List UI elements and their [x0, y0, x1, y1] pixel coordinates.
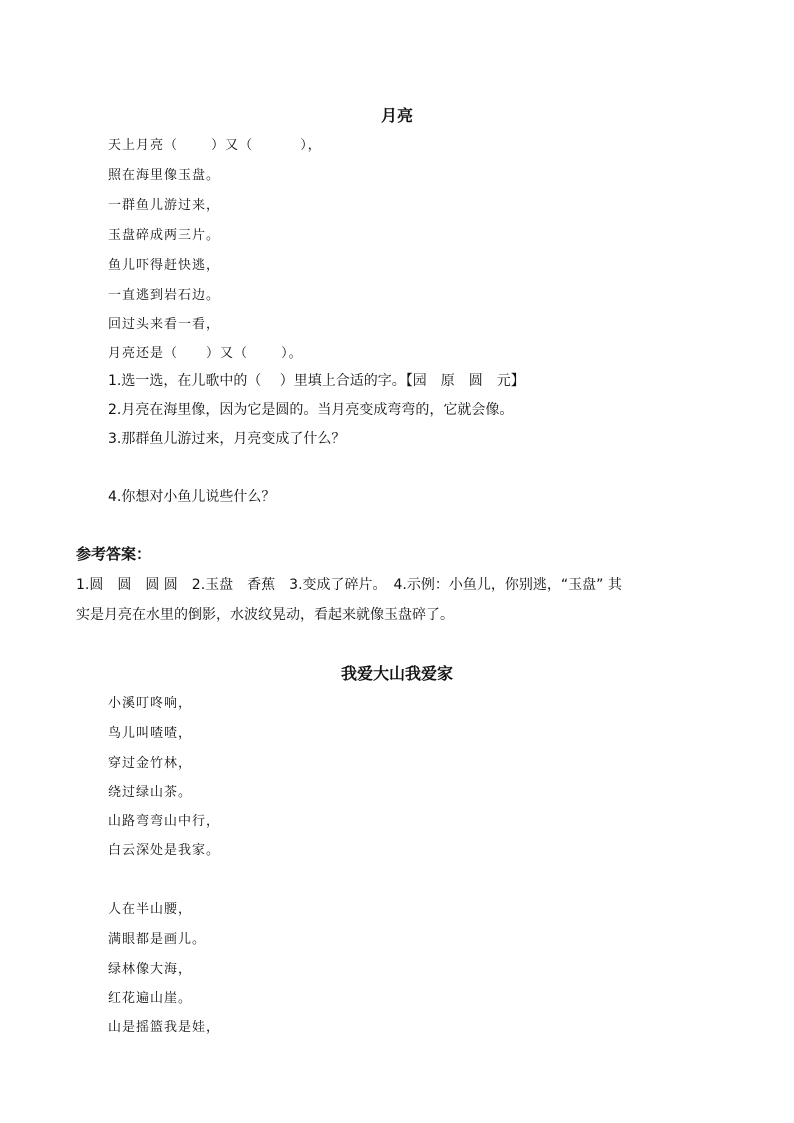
- poem-line: 月亮还是（ ）又（ ）。: [108, 346, 303, 361]
- poem-line: 鸟儿叫喳喳，: [108, 726, 193, 741]
- question-2: 2.月亮在海里像，因为它是圆的。当月亮变成弯弯的，它就会像。: [108, 402, 514, 418]
- poem-line: 绕过绿山茶。: [108, 785, 193, 800]
- poem-line: 白云深处是我家。: [108, 843, 221, 858]
- poem-line: 山路弯弯山中行，: [108, 814, 221, 829]
- poem-line: 人在半山腰，: [108, 902, 193, 917]
- poem-line: 山是摇篮我是娃，: [108, 1020, 221, 1035]
- poem-line: 鱼儿吓得赶快逃，: [108, 258, 221, 273]
- poem-line: 玉盘碎成两三片。: [108, 228, 221, 243]
- answer-line: 实是月亮在水里的倒影，水波纹晃动，看起来就像玉盘碎了。: [76, 607, 454, 623]
- poem-line: 满眼都是画儿。: [108, 932, 207, 947]
- question-1: 1.选一选，在儿歌中的（ ）里填上合适的字。【园 原 圆 元】: [108, 373, 525, 389]
- poem-title-moon: 月亮: [380, 106, 413, 125]
- question-4: 4.你想对小鱼儿说些什么？: [108, 489, 276, 505]
- poem-line: 穿过金竹林，: [108, 756, 193, 771]
- poem-line: 回过头来看一看，: [108, 317, 221, 332]
- poem-line: 红花遍山崖。: [108, 991, 193, 1006]
- question-3: 3.那群鱼儿游过来，月亮变成了什么？: [108, 431, 346, 447]
- poem-title-mountain: 我爱大山我爱家: [340, 664, 453, 683]
- answer-heading: 参考答案：: [76, 545, 152, 563]
- poem-line: 一群鱼儿游过来，: [108, 198, 221, 213]
- poem-line: 照在海里像玉盘。: [108, 168, 221, 183]
- poem-line: 小溪叮咚响，: [108, 696, 193, 711]
- poem-line: 一直逃到岩石边。: [108, 288, 221, 303]
- answer-line: 1.圆 圆 圆 圆 2.玉盘 香蕉 3.变成了碎片。 4.示例：小鱼儿，你别逃，“玉盘” 其: [76, 577, 622, 593]
- poem-line: 绿林像大海，: [108, 962, 193, 977]
- poem-line: 天上月亮（ ）又（ ），: [108, 138, 322, 153]
